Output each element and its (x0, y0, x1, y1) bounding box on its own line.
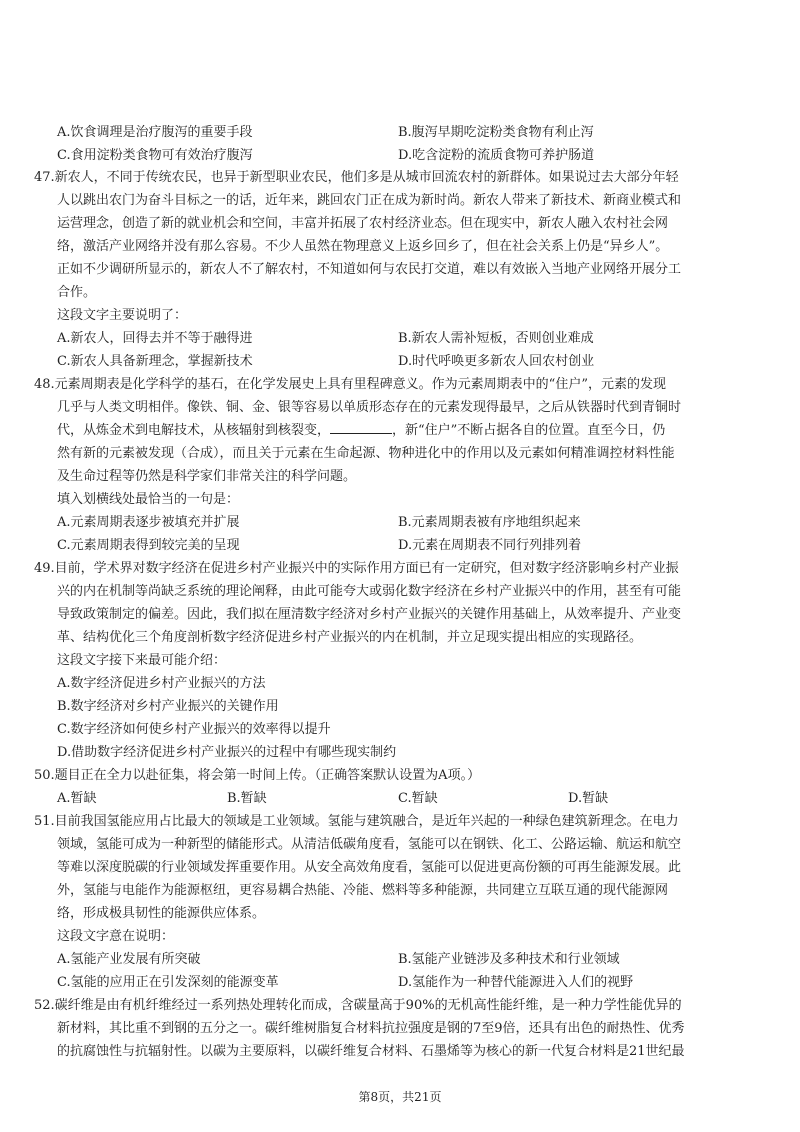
q48-option-a[interactable]: A.元素周期表逐步被填充并扩展 (57, 515, 240, 530)
q51-option-b[interactable]: B.氢能产业链涉及多种技术和行业领域 (398, 952, 620, 967)
q46-option-b[interactable]: B.腹泻早期吃淀粉类食物有利止泻 (398, 125, 594, 140)
q51-option-d[interactable]: D.氢能作为一种替代能源进入人们的视野 (398, 975, 634, 990)
q48-line-after-blank: ，新“住户”不断占据各自的位置。直至今日，仍 (392, 423, 666, 438)
q50-text: 50.题目正在全力以赴征集，将会第一时间上传。（正确答案默认设置为A项。） (34, 768, 481, 783)
q52-line: 新材料，其比重不到钢的五分之一。碳纤维树脂复合材料抗拉强度是钢的7至9倍，还具有出色的耐热性、优秀 (57, 1021, 685, 1036)
q51-prompt: 这段文字意在说明： (57, 929, 175, 944)
q50-option-a[interactable]: A.暂缺 (57, 791, 97, 806)
fill-in-blank (330, 421, 392, 434)
q48-line-before-blank: 代，从炼金术到电解技术，从核辐射到核裂变， (57, 423, 331, 438)
q48-prompt: 填入划横线处最恰当的一句是： (57, 492, 240, 507)
q49-line: 49.目前，学术界对数字经济在促进乡村产业振兴中的实际作用方面已有一定研究，但对数字经济影响乡村产业振 (34, 561, 679, 576)
page-footer: 第8页，共21页 (358, 1090, 442, 1104)
q46-option-c[interactable]: C.食用淀粉类食物可有效治疗腹泻 (57, 148, 253, 163)
q47-line: 47.新农人，不同于传统农民，也异于新型职业农民，他们多是从城市回流农村的新群体。如果说过去大部分年轻 (34, 170, 679, 185)
q47-option-b[interactable]: B.新农人需补短板，否则创业难成 (398, 331, 594, 346)
q49-option-c[interactable]: C.数字经济如何使乡村产业振兴的效率得以提升 (57, 722, 331, 737)
q49-option-a[interactable]: A.数字经济促进乡村产业振兴的方法 (57, 676, 266, 691)
q47-option-a[interactable]: A.新农人，回得去并不等于融得进 (57, 331, 253, 346)
q49-line: 导致政策制定的偏差。因此，我们拟在厘清数字经济对乡村产业振兴的关键作用基础上，从效率提升、产业变 (57, 607, 682, 622)
q48-line: 48.元素周期表是化学科学的基石，在化学发展史上具有里程碑意义。作为元素周期表中的“住户”，元素的发现 (34, 377, 666, 392)
q48-line: 然有新的元素被发现（合成），而且关于元素在生命起源、物种进化中的作用以及元素如何精准调控材料性能 (57, 446, 675, 461)
q49-line: 革、结构优化三个角度剖析数字经济促进乡村产业振兴的内在机制，并立足现实提出相应的实现路径。 (57, 630, 643, 645)
q48-line-with-blank (57, 419, 665, 438)
q48-option-c[interactable]: C.元素周期表得到较完美的呈现 (57, 538, 240, 553)
q52-line: 52.碳纤维是由有机纤维经过一系列热处理转化而成，含碳量高于90%的无机高性能纤维，是一种力学性能优异的 (34, 998, 682, 1013)
q52-line: 的抗腐蚀性与抗辐射性。以碳为主要原料，以碳纤维复合材料、石墨烯等为核心的新一代复合材料是21世纪最 (57, 1044, 685, 1059)
q47-line: 人以跳出农门为奋斗目标之一的话，近年来，跳回农门正在成为新时尚。新农人带来了新技术、新商业模式和 (57, 193, 682, 208)
q49-option-b[interactable]: B.数字经济对乡村产业振兴的关键作用 (57, 699, 279, 714)
q47-option-c[interactable]: C.新农人具备新理念，掌握新技术 (57, 354, 253, 369)
q47-line: 正如不少调研所显示的，新农人不了解农村，不知道如何与农民打交道，难以有效嵌入当地产业网络开展分工 (57, 262, 682, 277)
q51-line: 外，氢能与电能作为能源枢纽，更容易耦合热能、冷能、燃料等多种能源，共同建立互联互通的现代能源网 (57, 883, 669, 898)
q47-line: 运营理念，创造了新的就业机会和空间，丰富并拓展了农村经济业态。但在现实中，新农人融入农村社会网 (57, 216, 669, 231)
q49-line: 兴的内在机制等尚缺乏系统的理论阐释，由此可能夸大或弱化数字经济在乡村产业振兴中的作用，甚至有可能 (57, 584, 682, 599)
q47-prompt: 这段文字主要说明了： (57, 308, 188, 323)
q48-option-d[interactable]: D.元素在周期表不同行列排列着 (398, 538, 582, 553)
q50-option-c[interactable]: C.暂缺 (398, 791, 438, 806)
q49-prompt: 这段文字接下来最可能介绍： (57, 653, 227, 668)
q47-line: 合作。 (57, 285, 97, 300)
q51-line: 领域，氢能可成为一种新型的储能形式。从清洁低碳角度看，氢能可以在钢铁、化工、公路运输、航运和航空 (57, 837, 682, 852)
q47-option-d[interactable]: D.时代呼唤更多新农人回农村创业 (398, 354, 595, 369)
q46-option-d[interactable]: D.吃含淀粉的流质食物可养护肠道 (398, 148, 595, 163)
q51-line: 等难以深度脱碳的行业领域发挥重要作用。从安全高效角度看，氢能可以促进更高份额的可再生能源发展。此 (57, 860, 682, 875)
q50-option-b[interactable]: B.暂缺 (227, 791, 267, 806)
q47-line: 络，激活产业网络并没有那么容易。不少人虽然在物理意义上返乡回乡了，但在社会关系上仍是“异乡人”。 (57, 239, 669, 254)
q48-line: 几乎与人类文明相伴。像铁、铜、金、银等容易以单质形态存在的元素发现得最早，之后从铁器时代到青铜时 (57, 400, 682, 415)
q48-line: 及生命过程等仍然是科学家们非常关注的科学问题。 (57, 469, 357, 484)
q48-option-b[interactable]: B.元素周期表被有序地组织起来 (398, 515, 581, 530)
q50-option-d[interactable]: D.暂缺 (568, 791, 609, 806)
q51-line: 络，形成极具韧性的能源供应体系。 (57, 906, 266, 921)
q51-option-a[interactable]: A.氢能产业发展有所突破 (57, 952, 201, 967)
q46-option-a[interactable]: A.饮食调理是治疗腹泻的重要手段 (57, 125, 253, 140)
q51-option-c[interactable]: C.氢能的应用正在引发深刻的能源变革 (57, 975, 279, 990)
q51-line: 51.目前我国氢能应用占比最大的领域是工业领域。氢能与建筑融合，是近年兴起的一种绿色建筑新理念。在电力 (34, 814, 679, 829)
q49-option-d[interactable]: D.借助数字经济促进乡村产业振兴的过程中有哪些现实制约 (57, 745, 397, 760)
